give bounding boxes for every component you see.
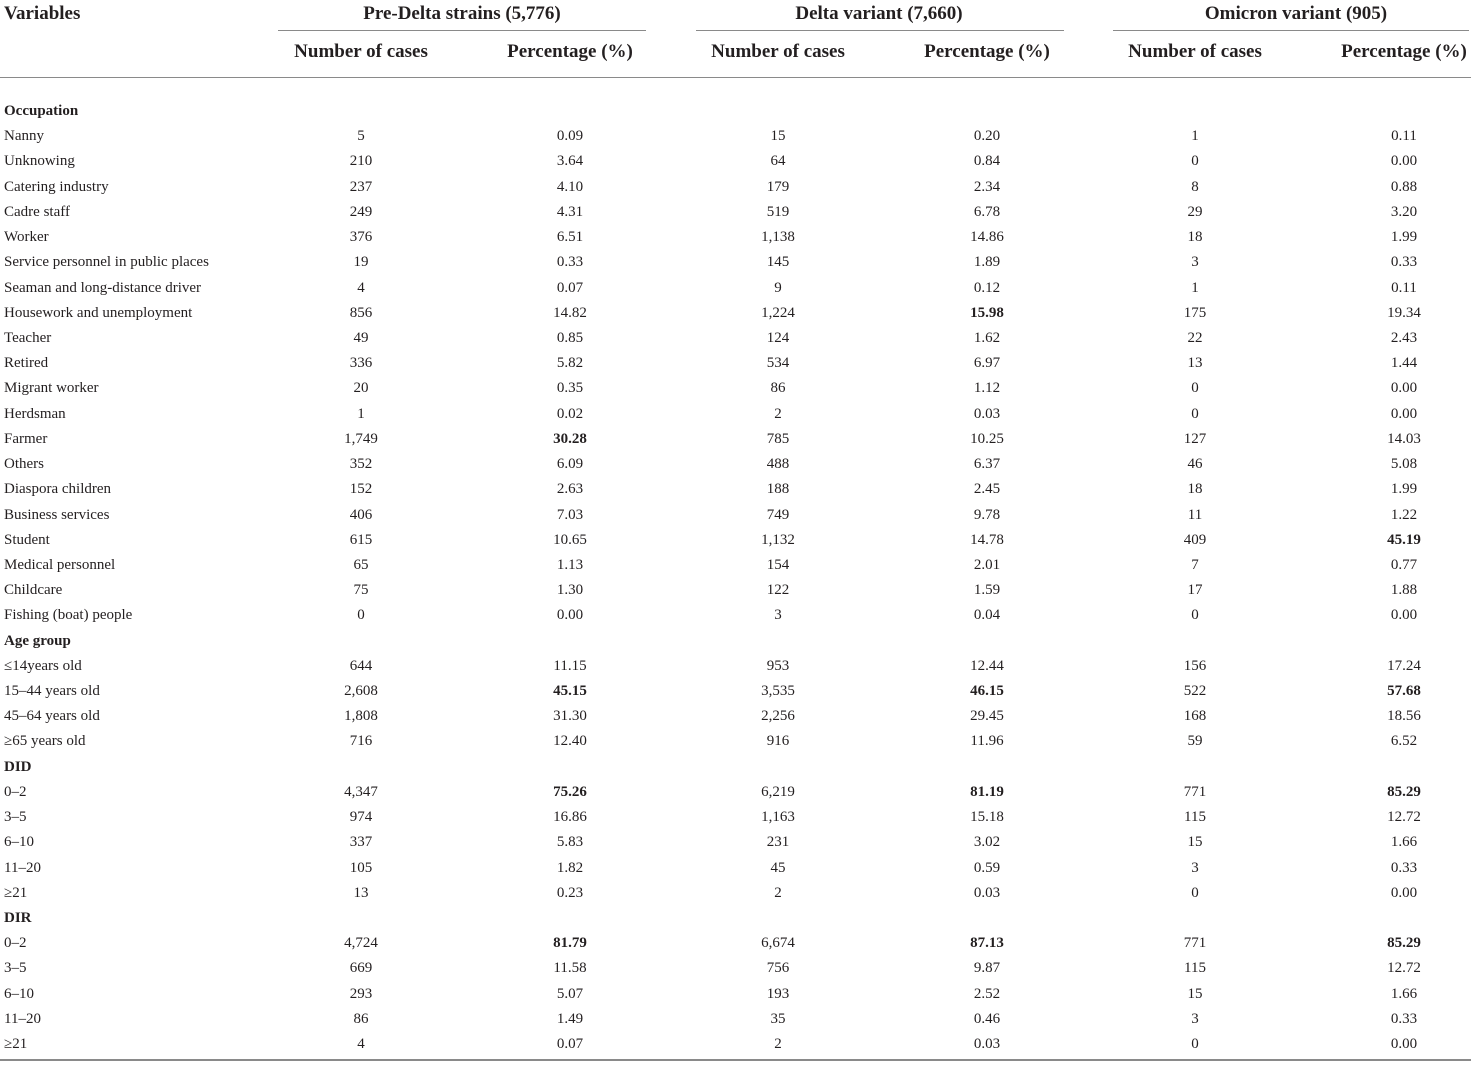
omicron-percentage-cell: 12.72	[1387, 960, 1421, 977]
delta-percentage-cell: 2.34	[973, 178, 1001, 195]
pre-delta-percentage-cell: 0.07	[556, 1036, 584, 1053]
table-row	[0, 203, 1471, 228]
omicron-cases-cell: 29	[1187, 203, 1203, 220]
delta-percentage-cell: 6.37	[973, 456, 1001, 473]
delta-cases-cell: 1,163	[761, 809, 795, 826]
table-row	[0, 606, 1471, 631]
pre-delta-percentage-cell: 2.63	[556, 481, 584, 498]
omicron-percentage-cell: 2.43	[1390, 329, 1418, 346]
pre-delta-cases-cell: 13	[353, 884, 369, 901]
row-label: Seaman and long-distance driver	[4, 279, 202, 296]
omicron-cases-cell: 0	[1191, 405, 1199, 422]
table-row	[0, 581, 1471, 606]
pre-delta-percentage-cell: 4.31	[556, 203, 584, 220]
header-group-pre-delta: Pre-Delta strains (5,776)	[363, 3, 561, 24]
row-label: Business services	[4, 506, 110, 523]
row-label: Retired	[4, 355, 49, 372]
row-label: 3–5	[4, 960, 27, 977]
omicron-percentage-cell: 0.11	[1391, 128, 1417, 145]
delta-percentage-cell: 0.59	[973, 859, 1001, 876]
pre-delta-percentage-cell: 4.10	[556, 178, 584, 195]
delta-cases-cell: 916	[766, 733, 790, 750]
delta-cases-cell: 2	[774, 405, 782, 422]
table-row	[0, 657, 1471, 682]
omicron-percentage-cell: 18.56	[1387, 708, 1421, 725]
omicron-percentage-cell: 5.08	[1390, 456, 1418, 473]
delta-percentage-cell: 9.78	[973, 506, 1001, 523]
pre-delta-cases-cell: 856	[349, 304, 373, 321]
pre-delta-percentage-cell: 0.33	[556, 254, 584, 271]
row-label: 15–44 years old	[4, 683, 100, 700]
delta-cases-cell: 193	[766, 985, 790, 1002]
section-label: DIR	[4, 910, 32, 926]
section-header-row	[0, 102, 1471, 127]
pre-delta-percentage-cell: 45.15	[553, 683, 587, 700]
delta-cases-cell: 2,256	[761, 708, 795, 725]
pre-delta-cases-cell: 644	[349, 657, 373, 674]
pre-delta-percentage-cell: 11.58	[553, 960, 587, 977]
pre-delta-percentage-cell: 6.51	[556, 229, 584, 246]
table-row	[0, 480, 1471, 505]
pre-delta-cases-cell: 49	[353, 329, 369, 346]
table-row	[0, 556, 1471, 581]
table-row	[0, 531, 1471, 556]
omicron-cases-cell: 3	[1191, 254, 1199, 271]
pre-delta-percentage-cell: 1.13	[556, 556, 584, 573]
delta-cases-cell: 3,535	[761, 683, 795, 700]
omicron-percentage-cell: 45.19	[1387, 531, 1421, 548]
omicron-cases-cell: 3	[1191, 1010, 1199, 1027]
table-row	[0, 707, 1471, 732]
omicron-cases-cell: 3	[1191, 859, 1199, 876]
delta-percentage-cell: 1.62	[973, 329, 1001, 346]
omicron-cases-cell: 17	[1187, 582, 1203, 599]
omicron-cases-cell: 115	[1184, 809, 1206, 826]
delta-percentage-cell: 14.78	[970, 531, 1004, 548]
omicron-percentage-cell: 0.00	[1390, 380, 1418, 397]
omicron-cases-cell: 1	[1191, 128, 1199, 145]
omicron-cases-cell: 7	[1191, 556, 1199, 573]
pre-delta-percentage-cell: 0.85	[556, 329, 584, 346]
delta-percentage-cell: 12.44	[970, 657, 1004, 674]
group-underline	[696, 30, 1064, 31]
delta-cases-cell: 488	[766, 456, 790, 473]
pre-delta-cases-cell: 4	[357, 1036, 365, 1053]
table-row	[0, 279, 1471, 304]
section-header-row	[0, 758, 1471, 783]
delta-percentage-cell: 3.02	[973, 834, 1001, 851]
section-label: Occupation	[4, 103, 79, 119]
delta-percentage-cell: 2.45	[973, 481, 1001, 498]
delta-cases-cell: 154	[766, 556, 790, 573]
pre-delta-percentage-cell: 1.49	[556, 1010, 584, 1027]
delta-percentage-cell: 15.18	[970, 809, 1004, 826]
delta-percentage-cell: 0.04	[973, 607, 1001, 624]
delta-percentage-cell: 11.96	[970, 733, 1004, 750]
delta-cases-cell: 1,138	[761, 229, 795, 246]
table-row	[0, 985, 1471, 1010]
row-label: Medical personnel	[4, 556, 116, 573]
delta-percentage-cell: 15.98	[970, 304, 1004, 321]
row-label: 11–20	[4, 859, 41, 876]
delta-percentage-cell: 14.86	[970, 229, 1004, 246]
header-number-of-cases: Number of cases	[294, 41, 428, 62]
delta-percentage-cell: 0.03	[973, 884, 1001, 901]
omicron-cases-cell: 8	[1191, 178, 1199, 195]
table-row	[0, 808, 1471, 833]
omicron-percentage-cell: 0.00	[1390, 1036, 1418, 1053]
row-label: Others	[4, 456, 44, 473]
table-row	[0, 833, 1471, 858]
omicron-percentage-cell: 0.00	[1390, 405, 1418, 422]
bottom-rule	[0, 1059, 1471, 1061]
omicron-percentage-cell: 0.11	[1391, 279, 1417, 296]
omicron-cases-cell: 15	[1187, 985, 1203, 1002]
omicron-cases-cell: 175	[1183, 304, 1207, 321]
delta-percentage-cell: 0.12	[973, 279, 1001, 296]
omicron-cases-cell: 46	[1187, 456, 1203, 473]
omicron-cases-cell: 0	[1191, 153, 1199, 170]
pre-delta-percentage-cell: 1.30	[556, 582, 584, 599]
row-label: Migrant worker	[4, 380, 99, 397]
pre-delta-cases-cell: 336	[349, 355, 373, 372]
delta-cases-cell: 1,132	[761, 531, 795, 548]
row-label: 6–10	[4, 834, 34, 851]
pre-delta-cases-cell: 4,724	[344, 935, 378, 952]
table-row	[0, 379, 1471, 404]
delta-percentage-cell: 29.45	[970, 708, 1004, 725]
delta-percentage-cell: 0.84	[973, 153, 1001, 170]
pre-delta-cases-cell: 4	[357, 279, 365, 296]
omicron-percentage-cell: 17.24	[1387, 657, 1421, 674]
pre-delta-cases-cell: 237	[349, 178, 373, 195]
pre-delta-cases-cell: 86	[353, 1010, 369, 1027]
pre-delta-cases-cell: 152	[349, 481, 373, 498]
pre-delta-percentage-cell: 75.26	[553, 783, 587, 800]
pre-delta-cases-cell: 0	[357, 607, 365, 624]
table-row	[0, 405, 1471, 430]
omicron-percentage-cell: 0.00	[1390, 884, 1418, 901]
pre-delta-percentage-cell: 0.35	[556, 380, 584, 397]
pre-delta-percentage-cell: 0.02	[556, 405, 584, 422]
row-label: Teacher	[4, 329, 52, 346]
row-label: ≥21	[4, 884, 28, 901]
header-group-delta: Delta variant (7,660)	[795, 3, 963, 24]
pre-delta-percentage-cell: 16.86	[553, 809, 587, 826]
pre-delta-percentage-cell: 0.07	[556, 279, 584, 296]
header-variables: Variables	[4, 3, 81, 24]
pre-delta-cases-cell: 376	[349, 229, 373, 246]
row-label: ≥21	[4, 1036, 28, 1053]
delta-percentage-cell: 0.46	[973, 1010, 1001, 1027]
delta-cases-cell: 45	[770, 859, 786, 876]
omicron-percentage-cell: 85.29	[1387, 783, 1421, 800]
row-label: 3–5	[4, 809, 27, 826]
table-row	[0, 455, 1471, 480]
table-row	[0, 127, 1471, 152]
table-row	[0, 884, 1471, 909]
table-row	[0, 253, 1471, 278]
omicron-percentage-cell: 1.99	[1390, 229, 1418, 246]
delta-cases-cell: 9	[774, 279, 782, 296]
omicron-percentage-cell: 6.52	[1390, 733, 1418, 750]
delta-cases-cell: 188	[766, 481, 790, 498]
delta-cases-cell: 6,219	[761, 783, 795, 800]
omicron-cases-cell: 115	[1184, 960, 1206, 977]
pre-delta-percentage-cell: 81.79	[553, 935, 587, 952]
delta-cases-cell: 519	[766, 203, 790, 220]
delta-percentage-cell: 6.78	[973, 203, 1001, 220]
row-label: 45–64 years old	[4, 708, 100, 725]
table-row	[0, 178, 1471, 203]
table-row	[0, 1010, 1471, 1035]
delta-percentage-cell: 6.97	[973, 355, 1001, 372]
omicron-cases-cell: 18	[1187, 481, 1203, 498]
section-header-row	[0, 632, 1471, 657]
pre-delta-percentage-cell: 3.64	[556, 153, 584, 170]
pre-delta-cases-cell: 249	[349, 203, 373, 220]
table-row	[0, 304, 1471, 329]
delta-cases-cell: 145	[766, 254, 790, 271]
pre-delta-percentage-cell: 5.82	[556, 355, 584, 372]
delta-percentage-cell: 9.87	[973, 960, 1001, 977]
row-label: 6–10	[4, 985, 34, 1002]
delta-cases-cell: 953	[766, 657, 790, 674]
pre-delta-cases-cell: 19	[353, 254, 369, 271]
delta-cases-cell: 756	[766, 960, 790, 977]
omicron-percentage-cell: 1.22	[1390, 506, 1418, 523]
omicron-percentage-cell: 0.33	[1390, 859, 1418, 876]
pre-delta-percentage-cell: 7.03	[556, 506, 584, 523]
table-row	[0, 959, 1471, 984]
pre-delta-cases-cell: 105	[349, 859, 373, 876]
omicron-percentage-cell: 85.29	[1387, 935, 1421, 952]
omicron-percentage-cell: 0.77	[1390, 556, 1418, 573]
row-label: Catering industry	[4, 178, 109, 195]
omicron-cases-cell: 15	[1187, 834, 1203, 851]
delta-cases-cell: 1,224	[761, 304, 795, 321]
omicron-cases-cell: 13	[1187, 355, 1203, 372]
omicron-cases-cell: 0	[1191, 884, 1199, 901]
pre-delta-percentage-cell: 30.28	[553, 430, 587, 447]
delta-percentage-cell: 46.15	[970, 683, 1004, 700]
header-number-of-cases: Number of cases	[711, 41, 845, 62]
delta-percentage-cell: 0.03	[973, 1036, 1001, 1053]
omicron-cases-cell: 0	[1191, 1036, 1199, 1053]
omicron-cases-cell: 0	[1191, 607, 1199, 624]
delta-cases-cell: 2	[774, 884, 782, 901]
omicron-cases-cell: 59	[1187, 733, 1203, 750]
section-label: Age group	[4, 632, 71, 649]
omicron-percentage-cell: 0.00	[1390, 607, 1418, 624]
pre-delta-cases-cell: 352	[349, 456, 373, 473]
row-label: Service personnel in public places	[4, 254, 209, 271]
omicron-cases-cell: 771	[1183, 783, 1207, 800]
omicron-cases-cell: 1	[1191, 279, 1199, 296]
header-rule	[0, 77, 1471, 78]
table-body	[0, 102, 1471, 1060]
row-label: ≥65 years old	[4, 733, 86, 750]
header-group-omicron: Omicron variant (905)	[1204, 3, 1388, 24]
delta-cases-cell: 231	[766, 834, 790, 851]
delta-percentage-cell: 87.13	[970, 935, 1004, 952]
header-number-of-cases: Number of cases	[1128, 41, 1262, 62]
omicron-cases-cell: 22	[1187, 329, 1203, 346]
table-row	[0, 506, 1471, 531]
omicron-percentage-cell: 1.99	[1390, 481, 1418, 498]
delta-cases-cell: 124	[766, 329, 790, 346]
pre-delta-cases-cell: 1	[357, 405, 365, 422]
omicron-percentage-cell: 3.20	[1390, 203, 1418, 220]
row-label: Housework and unemployment	[4, 304, 193, 321]
group-underline	[1113, 30, 1469, 31]
omicron-cases-cell: 18	[1187, 229, 1203, 246]
omicron-percentage-cell: 1.44	[1390, 355, 1418, 372]
table-row	[0, 329, 1471, 354]
delta-cases-cell: 64	[770, 153, 786, 170]
omicron-cases-cell: 771	[1183, 935, 1207, 952]
omicron-percentage-cell: 0.33	[1390, 254, 1418, 271]
omicron-percentage-cell: 14.03	[1387, 430, 1421, 447]
pre-delta-cases-cell: 4,347	[344, 783, 378, 800]
pre-delta-cases-cell: 75	[353, 582, 369, 599]
pre-delta-percentage-cell: 14.82	[553, 304, 587, 321]
omicron-percentage-cell: 12.72	[1387, 809, 1421, 826]
omicron-percentage-cell: 0.33	[1390, 1010, 1418, 1027]
group-underline	[278, 30, 646, 31]
pre-delta-cases-cell: 337	[349, 834, 373, 851]
row-label: 0–2	[4, 783, 27, 800]
table-row	[0, 934, 1471, 959]
omicron-percentage-cell: 0.88	[1390, 178, 1418, 195]
table-row	[0, 732, 1471, 757]
row-label: Farmer	[4, 430, 48, 447]
row-label: Student	[4, 531, 50, 548]
table-row	[0, 228, 1471, 253]
omicron-percentage-cell: 19.34	[1387, 304, 1421, 321]
omicron-cases-cell: 127	[1183, 430, 1207, 447]
pre-delta-cases-cell: 293	[349, 985, 373, 1002]
delta-percentage-cell: 0.20	[973, 128, 1001, 145]
delta-percentage-cell: 81.19	[970, 783, 1004, 800]
table-row	[0, 1035, 1471, 1060]
row-label: Cadre staff	[4, 203, 70, 220]
table-row	[0, 152, 1471, 177]
omicron-cases-cell: 522	[1183, 683, 1207, 700]
pre-delta-cases-cell: 669	[349, 960, 373, 977]
delta-cases-cell: 534	[766, 355, 790, 372]
row-label: Worker	[4, 229, 49, 246]
pre-delta-percentage-cell: 11.15	[553, 657, 587, 674]
header-percentage: Percentage (%)	[1341, 41, 1467, 62]
omicron-percentage-cell: 1.66	[1390, 834, 1418, 851]
table-row	[0, 783, 1471, 808]
section-header-row	[0, 909, 1471, 934]
delta-percentage-cell: 2.01	[973, 556, 1001, 573]
pre-delta-percentage-cell: 31.30	[553, 708, 587, 725]
delta-cases-cell: 86	[770, 380, 786, 397]
delta-cases-cell: 749	[766, 506, 790, 523]
pre-delta-cases-cell: 406	[349, 506, 373, 523]
pre-delta-percentage-cell: 6.09	[556, 456, 584, 473]
pre-delta-cases-cell: 2,608	[344, 683, 378, 700]
row-label: Unknowing	[4, 153, 75, 170]
pre-delta-percentage-cell: 12.40	[553, 733, 587, 750]
pre-delta-cases-cell: 1,808	[344, 708, 378, 725]
delta-percentage-cell: 2.52	[973, 985, 1001, 1002]
pre-delta-percentage-cell: 0.00	[556, 607, 584, 624]
table-row	[0, 430, 1471, 455]
delta-percentage-cell: 1.59	[973, 582, 1001, 599]
pre-delta-cases-cell: 20	[353, 380, 369, 397]
delta-cases-cell: 179	[766, 178, 790, 195]
delta-cases-cell: 35	[770, 1010, 786, 1027]
delta-cases-cell: 785	[766, 430, 790, 447]
delta-percentage-cell: 10.25	[970, 430, 1004, 447]
pre-delta-cases-cell: 716	[349, 733, 373, 750]
header-percentage: Percentage (%)	[924, 41, 1050, 62]
delta-cases-cell: 15	[770, 128, 786, 145]
row-label: 11–20	[4, 1010, 41, 1027]
delta-cases-cell: 3	[774, 607, 782, 624]
pre-delta-cases-cell: 1,749	[344, 430, 378, 447]
delta-percentage-cell: 1.89	[973, 254, 1001, 271]
delta-cases-cell: 2	[774, 1036, 782, 1053]
pre-delta-cases-cell: 974	[349, 809, 373, 826]
row-label: ≤14years old	[4, 657, 82, 674]
omicron-percentage-cell: 0.00	[1390, 153, 1418, 170]
omicron-cases-cell: 168	[1183, 708, 1207, 725]
delta-percentage-cell: 1.12	[973, 380, 1001, 397]
table-row	[0, 682, 1471, 707]
row-label: 0–2	[4, 935, 27, 952]
header-percentage: Percentage (%)	[507, 41, 633, 62]
delta-cases-cell: 122	[766, 582, 790, 599]
omicron-cases-cell: 0	[1191, 380, 1199, 397]
pre-delta-percentage-cell: 0.23	[556, 884, 584, 901]
table-row	[0, 859, 1471, 884]
pre-delta-cases-cell: 5	[357, 128, 365, 145]
row-label: Fishing (boat) people	[4, 607, 133, 624]
pre-delta-percentage-cell: 0.09	[556, 128, 584, 145]
row-label: Herdsman	[4, 405, 66, 422]
row-label: Childcare	[4, 582, 63, 599]
omicron-percentage-cell: 1.88	[1390, 582, 1418, 599]
delta-percentage-cell: 0.03	[973, 405, 1001, 422]
section-label: DID	[4, 758, 32, 775]
row-label: Nanny	[4, 128, 44, 145]
pre-delta-cases-cell: 65	[353, 556, 369, 573]
pre-delta-percentage-cell: 5.07	[556, 985, 584, 1002]
omicron-cases-cell: 11	[1187, 506, 1203, 523]
pre-delta-percentage-cell: 5.83	[556, 834, 584, 851]
table-row	[0, 354, 1471, 379]
omicron-percentage-cell: 1.66	[1390, 985, 1418, 1002]
pre-delta-percentage-cell: 1.82	[556, 859, 584, 876]
delta-cases-cell: 6,674	[761, 935, 795, 952]
row-label: Diaspora children	[4, 481, 112, 498]
omicron-percentage-cell: 57.68	[1387, 683, 1421, 700]
pre-delta-percentage-cell: 10.65	[553, 531, 587, 548]
omicron-cases-cell: 409	[1183, 531, 1207, 548]
pre-delta-cases-cell: 615	[349, 531, 373, 548]
omicron-cases-cell: 156	[1183, 657, 1207, 674]
pre-delta-cases-cell: 210	[349, 153, 373, 170]
